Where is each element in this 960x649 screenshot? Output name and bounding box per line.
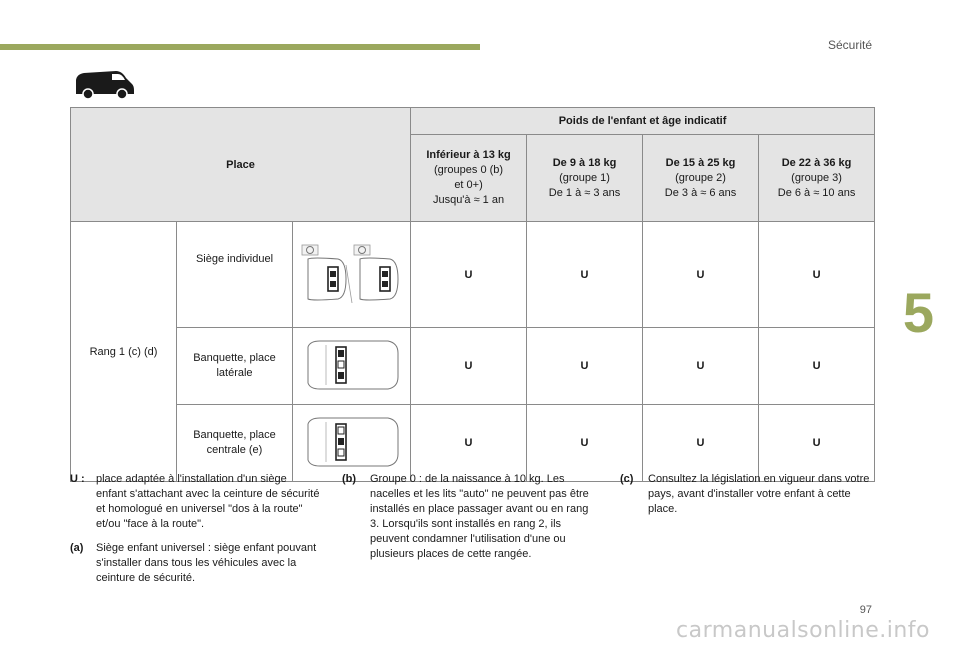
- seat-diagram-bench-side: [293, 328, 411, 405]
- place-label: Siège individuel: [177, 222, 293, 328]
- note-tag: U :: [70, 473, 85, 485]
- compat-cell: U: [527, 222, 643, 328]
- note-tag: (a): [70, 542, 84, 554]
- compat-cell: U: [527, 405, 643, 482]
- note-u: [70, 472, 320, 532]
- place-label-line: Banquette, place: [193, 429, 276, 441]
- van-topview-icon: [300, 335, 404, 395]
- group-line: et 0+): [454, 179, 483, 191]
- van-topview-icon: [300, 412, 404, 472]
- group-line: (groupe 3): [791, 171, 842, 184]
- group-header-0: [411, 135, 527, 222]
- compat-cell: U: [643, 222, 759, 328]
- group-title: Inférieur à 13 kg: [426, 149, 511, 161]
- group-line: De 1 à ≈ 3 ans: [548, 186, 621, 199]
- place-label: [177, 405, 293, 482]
- van-icon: [72, 66, 136, 102]
- group-line: Jusqu'à ≈ 1 an: [432, 194, 505, 206]
- note-b: [342, 472, 598, 562]
- group-title: De 9 à 18 kg: [552, 156, 617, 169]
- compat-cell: U: [759, 405, 875, 482]
- chapter-number: 5: [902, 281, 934, 344]
- place-label-line: latérale: [216, 367, 253, 379]
- weight-header: Poids de l'enfant et âge indicatif: [411, 108, 875, 135]
- note-text: Consultez la législation en vigueur dans votre pays, avant d'installer votre enfant à cette place.: [648, 473, 870, 515]
- compat-cell: U: [411, 328, 527, 405]
- seat-diagram-icon: [296, 239, 408, 307]
- seat-diagram-bench-center: [293, 405, 411, 482]
- group-title: De 15 à 25 kg: [665, 156, 736, 169]
- compat-cell: U: [759, 222, 875, 328]
- table-row: [71, 328, 875, 405]
- group-line: (groupe 1): [559, 171, 610, 184]
- group-line: (groupe 2): [675, 171, 726, 184]
- compat-cell: U: [643, 328, 759, 405]
- note-text: place adaptée à l'installation d'un siège enfant s'attachant avec la ceinture de sécurité et homologué en universel "dos à la route" et/ou "face à la route".: [96, 473, 320, 530]
- section-title: Sécurité: [827, 38, 872, 52]
- group-line: De 6 à ≈ 10 ans: [777, 186, 856, 199]
- group-header-1: [527, 135, 643, 222]
- notes-column-1: [70, 472, 320, 595]
- table-row: [71, 222, 875, 328]
- place-label: [177, 328, 293, 405]
- compat-cell: U: [411, 222, 527, 328]
- group-title: De 22 à 36 kg: [781, 156, 852, 169]
- note-text: Groupe 0 : de la naissance à 10 kg. Les nacelles et les lits "auto" ne peuvent pas être installés en place passager avant ou en rang 3. Lorsqu'ils sont installés en rang 2, ils peuvent condamner l'utilisation d'une ou plusieurs places de cette rangée.: [370, 473, 589, 560]
- group-line: (groupes 0 (b): [433, 164, 504, 176]
- child-seat-table: [70, 107, 875, 482]
- place-label-line: centrale (e): [206, 444, 263, 456]
- place-header: Place: [71, 108, 411, 222]
- watermark: carmanualsonline.info: [676, 618, 930, 643]
- group-header-3: [759, 135, 875, 222]
- note-a: [70, 541, 320, 586]
- notes-column-3: [620, 472, 872, 526]
- note-c: [620, 472, 872, 517]
- page-number: 97: [859, 604, 872, 616]
- notes-column-2: [342, 472, 598, 571]
- table-row: [71, 405, 875, 482]
- compat-cell: U: [527, 328, 643, 405]
- note-tag: (b): [342, 473, 357, 485]
- header-accent-bar: [0, 44, 480, 50]
- note-tag: (c): [620, 473, 634, 485]
- group-header-2: [643, 135, 759, 222]
- compat-cell: U: [643, 405, 759, 482]
- compat-cell: U: [759, 328, 875, 405]
- row-group-label: Rang 1 (c) (d): [71, 222, 177, 482]
- note-text: Siège enfant universel : siège enfant pouvant s'installer dans tous les véhicules avec la ceinture de sécurité.: [96, 542, 317, 584]
- seat-diagram-individual: [293, 222, 411, 328]
- group-line: De 3 à ≈ 6 ans: [664, 186, 737, 199]
- place-label-line: Banquette, place: [193, 352, 276, 364]
- compat-cell: U: [411, 405, 527, 482]
